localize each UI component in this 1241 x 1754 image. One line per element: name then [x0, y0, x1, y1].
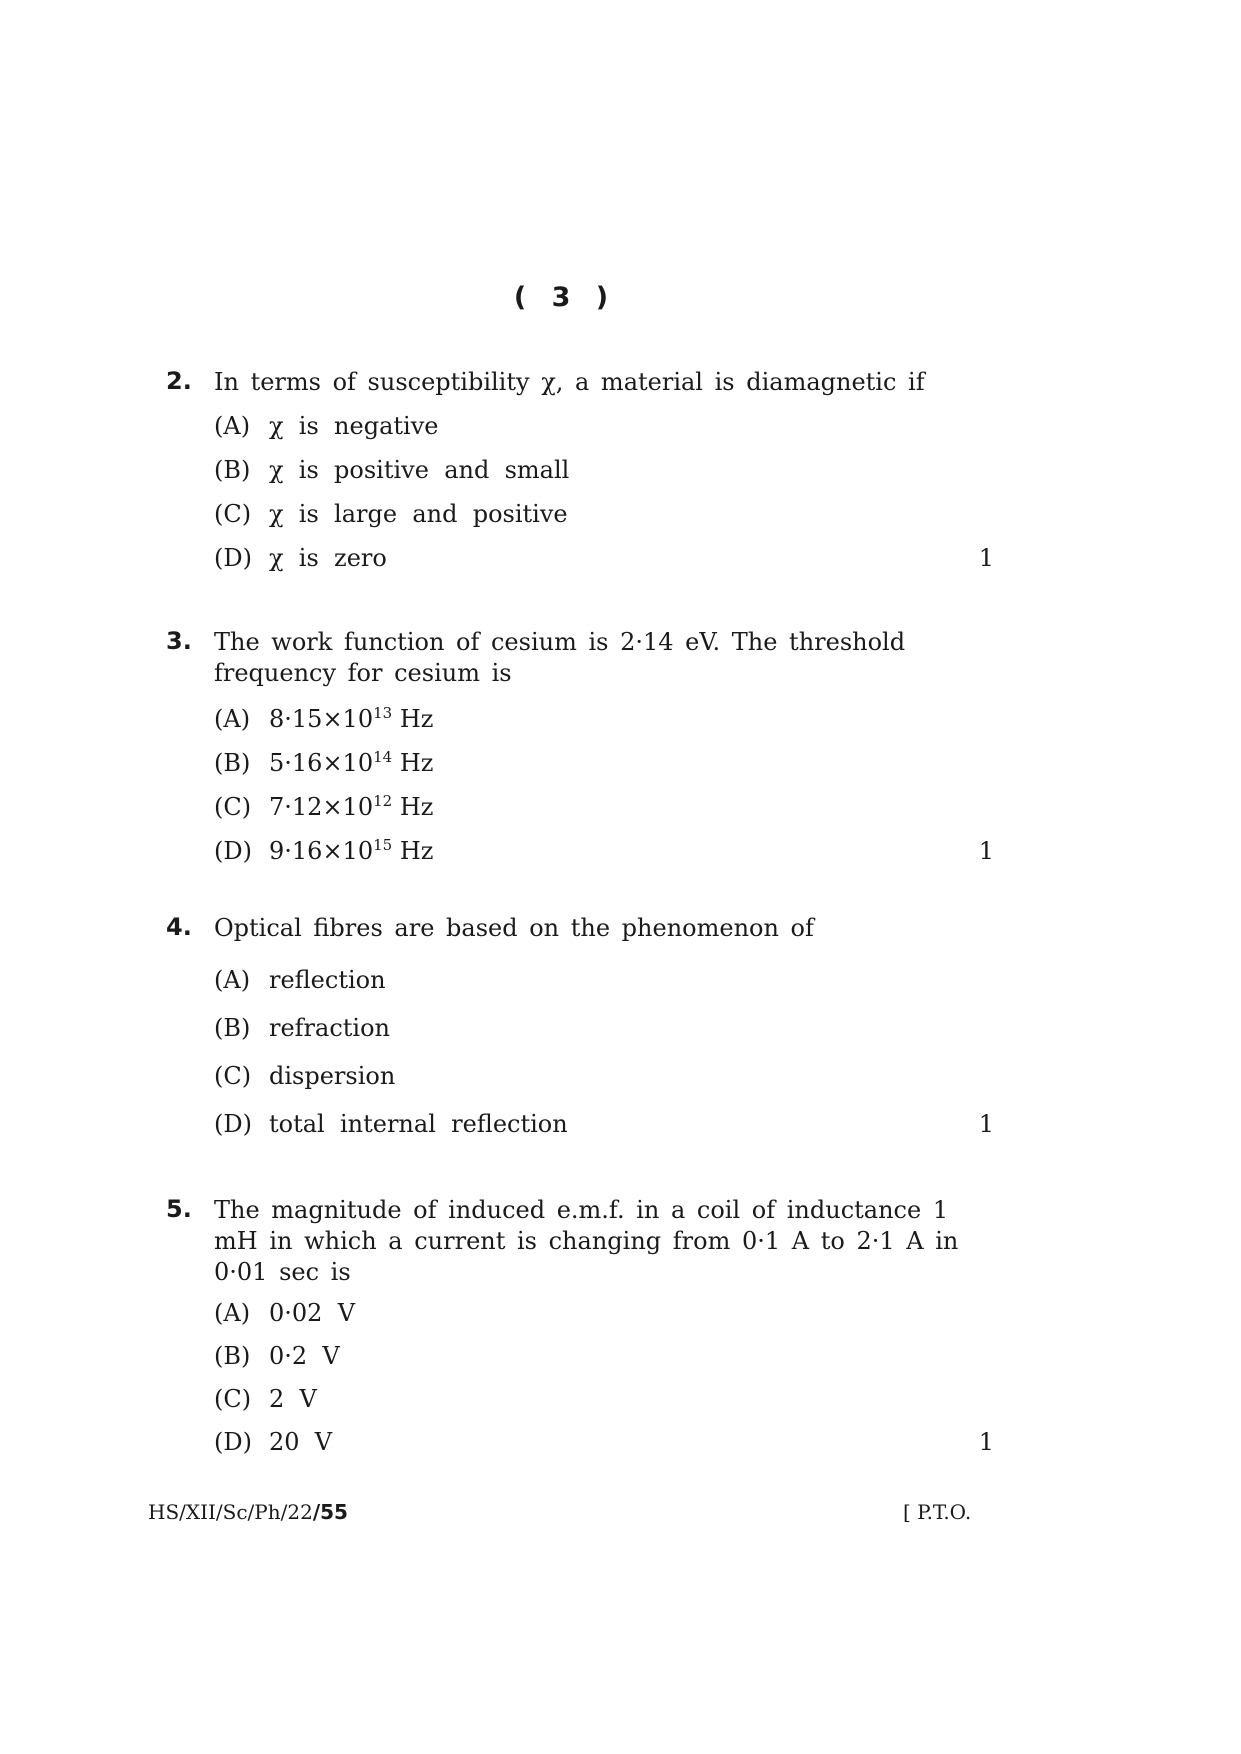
option-unit: Hz — [392, 705, 434, 733]
option-c — [214, 492, 988, 536]
option-c — [214, 1052, 988, 1100]
option-label: (A) — [214, 412, 251, 440]
option-label: (A) — [214, 705, 251, 733]
option-b — [214, 1004, 988, 1052]
option-b — [214, 448, 988, 492]
marks: 1 — [978, 1110, 994, 1138]
paper-code-suffix: /55 — [312, 1500, 348, 1524]
option-label: (A) — [214, 966, 251, 994]
option-text: dispersion — [269, 1062, 396, 1090]
question-number: 3. — [166, 627, 192, 655]
option-unit: Hz — [392, 793, 434, 821]
option-label: (B) — [214, 1342, 251, 1370]
option-exponent: 14 — [373, 748, 393, 766]
option-text: 20 V — [269, 1428, 333, 1456]
option-label: (D) — [214, 1110, 252, 1138]
question-number: 2. — [166, 367, 192, 395]
option-a — [214, 697, 988, 741]
option-d — [214, 1100, 994, 1148]
question-text: The work function of cesium is 2·14 eV. The threshold frequency for cesium is — [214, 628, 906, 687]
option-label: (B) — [214, 749, 251, 777]
option-label: (B) — [214, 456, 251, 484]
question-text: In terms of susceptibility χ, a material is diamagnetic if — [214, 368, 925, 396]
option-a — [214, 1292, 988, 1335]
option-mantissa: 9·16×10 — [269, 837, 374, 865]
option-d — [214, 1421, 994, 1464]
option-label: (C) — [214, 500, 252, 528]
option-unit: Hz — [392, 749, 434, 777]
marks: 1 — [978, 1428, 994, 1456]
option-text: χ is zero — [269, 544, 387, 572]
option-c — [214, 785, 988, 829]
paper-code — [148, 1500, 348, 1524]
marks: 1 — [978, 544, 994, 572]
option-mantissa: 7·12×10 — [269, 793, 374, 821]
option-label: (C) — [214, 1385, 252, 1413]
option-label: (C) — [214, 1062, 252, 1090]
option-text: refraction — [269, 1014, 391, 1042]
option-exponent: 12 — [373, 792, 393, 810]
option-label: (D) — [214, 544, 252, 572]
option-text: χ is negative — [269, 412, 439, 440]
option-text: total internal reflection — [269, 1110, 568, 1138]
option-b — [214, 741, 988, 785]
option-c — [214, 1378, 988, 1421]
pto-label: [ P.T.O. — [903, 1500, 972, 1524]
option-label: (C) — [214, 793, 252, 821]
option-unit: Hz — [392, 837, 434, 865]
option-mantissa: 8·15×10 — [269, 705, 374, 733]
question-text: Optical fibres are based on the phenomenon of — [214, 914, 814, 942]
option-text: reflection — [269, 966, 386, 994]
option-text: 2 V — [269, 1385, 317, 1413]
question-2 — [166, 367, 994, 580]
option-label: (D) — [214, 837, 252, 865]
option-label: (D) — [214, 1428, 252, 1456]
option-d — [214, 536, 994, 580]
question-4 — [166, 913, 994, 1148]
paper-code-prefix: HS/XII/Sc/Ph/22 — [148, 1500, 313, 1524]
option-label: (B) — [214, 1014, 251, 1042]
question-3 — [166, 627, 994, 873]
option-a — [214, 404, 988, 448]
option-text: χ is positive and small — [269, 456, 570, 484]
option-b — [214, 1335, 988, 1378]
option-d — [214, 829, 994, 873]
option-text: 0·2 V — [269, 1342, 340, 1370]
option-exponent: 15 — [373, 836, 393, 854]
page-number: ( 3 ) — [513, 282, 617, 313]
question-number: 4. — [166, 913, 192, 941]
option-text: χ is large and positive — [269, 500, 568, 528]
question-text: The magnitude of induced e.m.f. in a coil of inductance 1 mH in which a current is changing from 0·1 A to 2·1 A in 0·01 sec is — [214, 1196, 959, 1286]
question-number: 5. — [166, 1195, 192, 1223]
option-mantissa: 5·16×10 — [269, 749, 374, 777]
option-a — [214, 956, 988, 1004]
marks: 1 — [978, 837, 994, 865]
option-exponent: 13 — [373, 704, 393, 722]
question-5 — [166, 1195, 994, 1464]
option-text: 0·02 V — [269, 1299, 356, 1327]
option-label: (A) — [214, 1299, 251, 1327]
